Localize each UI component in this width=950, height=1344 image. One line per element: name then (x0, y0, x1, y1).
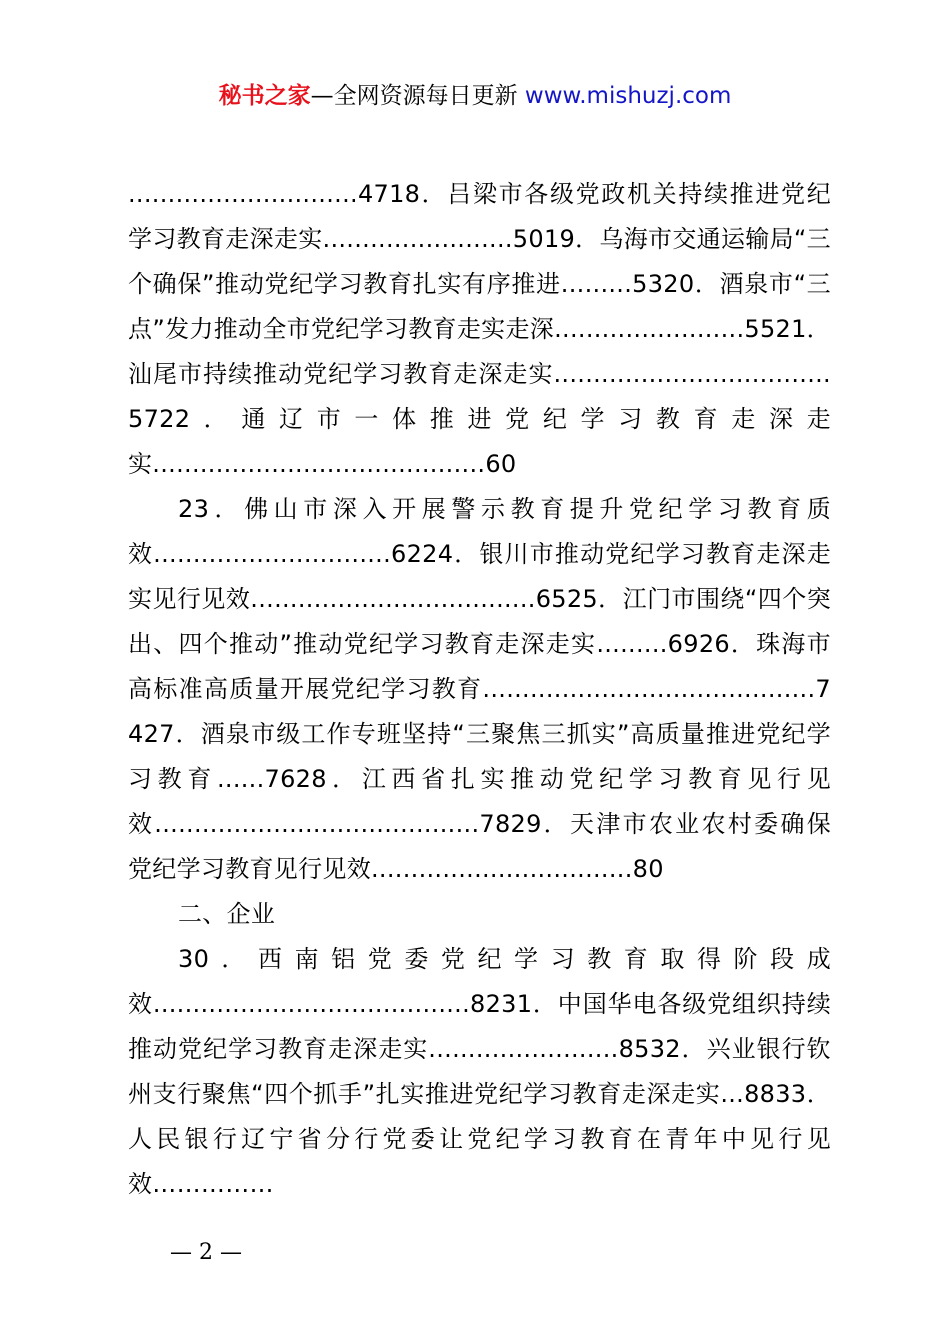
page-number: — 2 — (170, 1240, 242, 1265)
toc-paragraph-1: .............................4718．吕梁市各级党政机关持续推进党纪学习教育走深走实........................5019．乌海市交通运输局“三个确保”推动党纪学习教育扎实有序推进.........5320．酒泉市“三点”发力推动全市党纪学习教育走实走深........................5521．汕尾市持续推动党纪学习教育走深走实...................................5722．通辽市一体推进党纪学习教育走深走实..........................................60 (128, 180, 831, 478)
toc-paragraph-3: 30．西南铝党委党纪学习教育取得阶段成效........................................8231．中国华电各级党组织持续推动党纪学习教育走深走实........................8532．兴业银行钦州支行聚焦“四个抓手”扎实推进党纪学习教育走深走实...8833．人民银行辽宁省分行党委让党纪学习教育在青年中见行见效…………… (128, 945, 831, 1198)
toc-content (128, 172, 831, 1207)
section-heading-enterprise: 二、企业 (178, 900, 276, 928)
page-header (0, 80, 950, 112)
header-tagline: —全网资源每日更新 (310, 83, 518, 109)
brand-name: 秘书之家 (218, 83, 311, 109)
site-url-link[interactable]: www.mishuzj.com (524, 83, 732, 109)
toc-paragraph-2: 23．佛山市深入开展警示教育提升党纪学习教育质效..............................6224．银川市推动党纪学习教育走深走实见行见效....................................6525．江门市围绕“四个突出、四个推动”推动党纪学习教育走深走实.........6926．珠海市高标准高质量开展党纪学习教育..........................................7427．酒泉市级工作专班坚持“三聚焦三抓实”高质量推进党纪学习教育......7628．江西省扎实推动党纪学习教育见行见效.........................................7829．天津市农业农村委确保党纪学习教育见行见效.................................80 (128, 495, 831, 883)
